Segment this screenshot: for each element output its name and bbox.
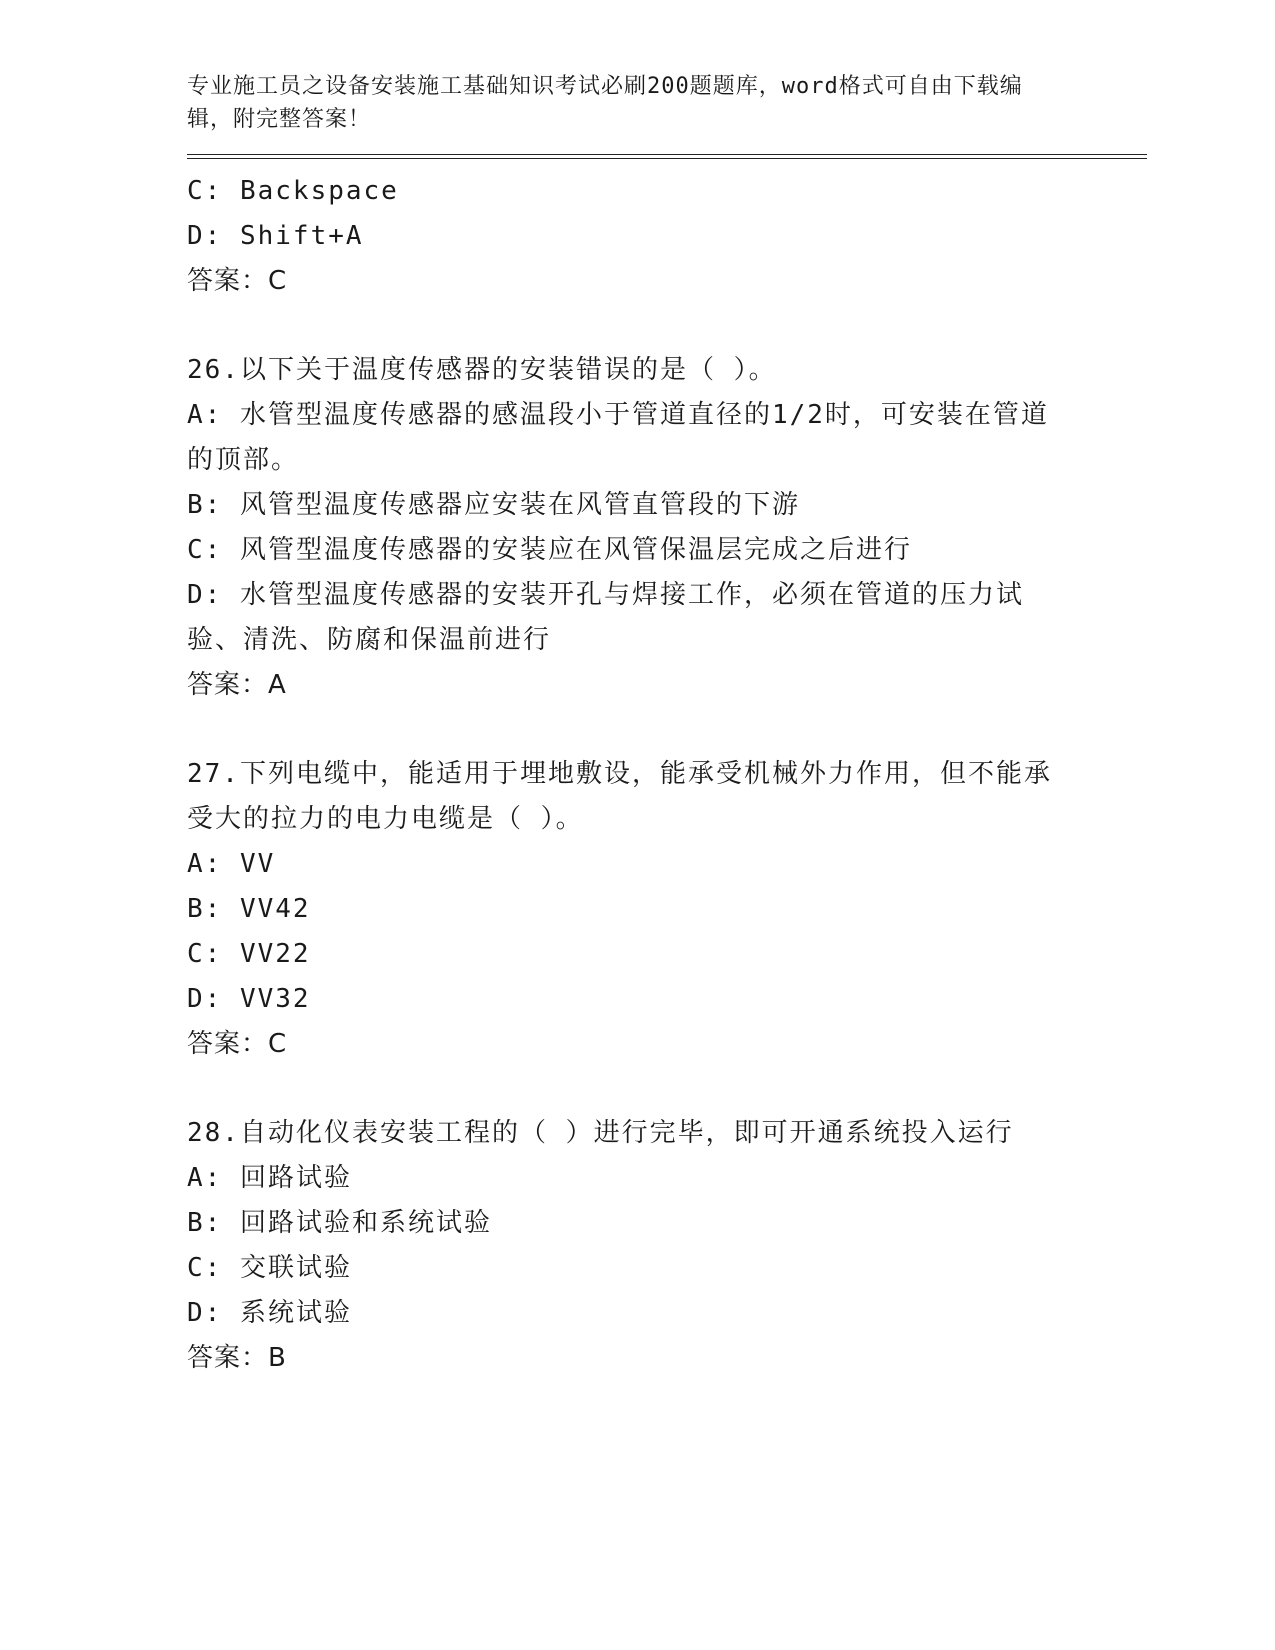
option-d: D: VV32 xyxy=(187,984,311,1014)
document-page xyxy=(187,70,1147,1381)
answer-line: 答案：C xyxy=(187,266,288,296)
option-d: D: 水管型温度传感器的安装开孔与焊接工作，必须在管道的压力试验、清洗、防腐和保温前进行 xyxy=(187,580,1024,655)
option-c: C: VV22 xyxy=(187,939,311,969)
document-header: 专业施工员之设备安装施工基础知识考试必刷200题题库，word格式可自由下载编辑，附完整答案！ xyxy=(187,74,1023,132)
answer-line: 答案：C xyxy=(187,1029,288,1059)
option-a: A: 水管型温度传感器的感温段小于管道直径的1/2时，可安装在管道的顶部。 xyxy=(187,400,1049,475)
option-b: B: 风管型温度传感器应安装在风管直管段的下游 xyxy=(187,490,800,520)
answer-line: 答案：A xyxy=(187,670,287,700)
question-stem: 28.自动化仪表安装工程的（ ）进行完毕，即可开通系统投入运行 xyxy=(187,1118,1014,1148)
option-c: C: 风管型温度传感器的安装应在风管保温层完成之后进行 xyxy=(187,535,912,565)
question-list xyxy=(187,169,1147,1381)
option-d: D: Shift+A xyxy=(187,221,364,251)
option-a: A: VV xyxy=(187,849,276,879)
question-block-26 xyxy=(187,348,1147,708)
option-c: C: Backspace xyxy=(187,176,399,206)
option-b: B: 回路试验和系统试验 xyxy=(187,1208,492,1238)
question-stem: 27.下列电缆中，能适用于埋地敷设，能承受机械外力作用，但不能承受大的拉力的电力电缆是（ ）。 xyxy=(187,759,1052,834)
question-spacer xyxy=(187,304,1147,348)
header-divider xyxy=(187,154,1147,159)
option-b: B: VV42 xyxy=(187,894,311,924)
option-a: A: 回路试验 xyxy=(187,1163,352,1193)
option-c: C: 交联试验 xyxy=(187,1253,352,1283)
answer-line: 答案：B xyxy=(187,1343,287,1373)
question-stem: 26.以下关于温度传感器的安装错误的是（ ）。 xyxy=(187,355,777,385)
option-d: D: 系统试验 xyxy=(187,1298,352,1328)
question-block-25 xyxy=(187,169,1147,304)
question-spacer xyxy=(187,708,1147,752)
question-spacer xyxy=(187,1067,1147,1111)
question-block-28 xyxy=(187,1111,1147,1381)
question-block-27 xyxy=(187,752,1147,1067)
